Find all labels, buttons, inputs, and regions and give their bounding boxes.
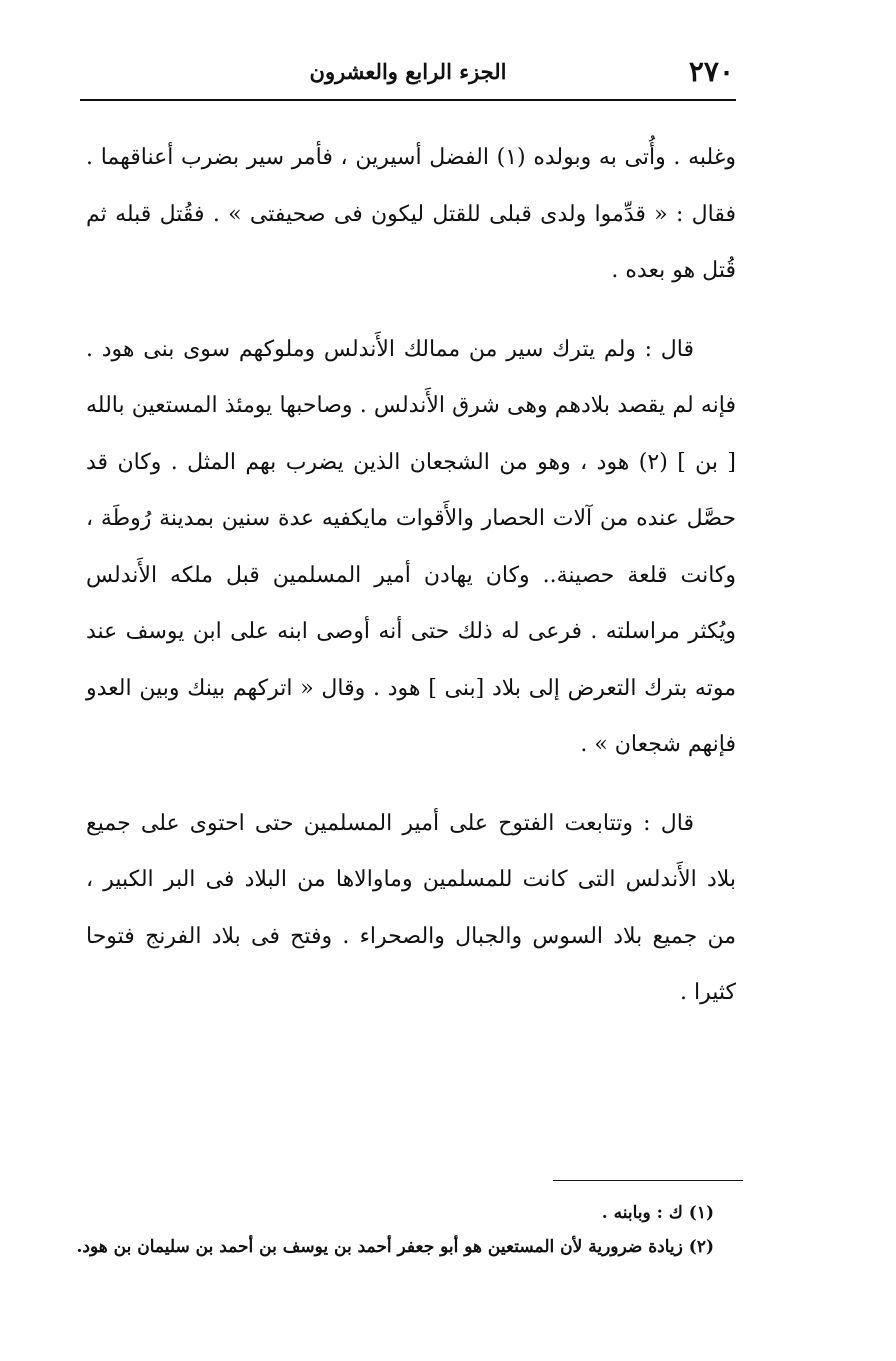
footnote-2: (٢) زيادة ضرورية لأن المستعين هو أبو جعفر أحمد بن يوسف بن أحمد بن سليمان بن هود.	[76, 1237, 714, 1257]
page-header	[80, 55, 736, 95]
paragraph-1: وغلبه . وأُتى به وبولده (١) الفضل أسيرين ، فأمر سير بضرب أعناقهما . فقال : « قدِّموا ولدى قبلى للقتل ليكون فى صحيفتى » . فقُتل قبله ثم قُتل هو بعده .	[86, 145, 736, 283]
paragraph-gap	[86, 774, 736, 796]
paragraph-gap	[86, 300, 736, 322]
footnote-1: (١) ك : وبابنه .	[601, 1203, 714, 1223]
page-number: ٢٧٠	[688, 55, 734, 88]
footnotes	[76, 1196, 714, 1264]
body-text	[86, 130, 736, 1022]
paragraph-3: قال : وتتابعت الفتوح على أمير المسلمين حتى احتوى على جميع بلاد الأَندلس التى كانت للمسلمين وماوالاها من البلاد فى البر الكبير ، من جميع بلاد السوس والجبال والصحراء . وفتح فى بلاد الفرنج فتوحا كثيرا .	[86, 810, 736, 1005]
running-head: الجزء الرابع والعشرون	[309, 59, 507, 84]
header-rule	[80, 99, 736, 101]
footnote-rule	[553, 1180, 743, 1181]
paragraph-2: قال : ولم يترك سير من ممالك الأَندلس وملوكهم سوى بنى هود . فإنه لم يقصد بلادهم وهى شرق الأَندلس . وصاحبها يومئذ المستعين بالله [ بن ] (٢) هود ، وهو من الشجعان الذين يضرب بهم المثل . وكان قد حصَّل عنده من آلات الحصار والأَقوات مايكفيه عدة سنين بمدينة رُوطَة ، وكانت قلعة حصينة.. وكان يهادن أمير المسلمين قبل ملكه الأَندلس ويُكثر مراسلته . فرعى له ذلك حتى أنه أوصى ابنه على ابن يوسف عند موته بترك التعرض إلى بلاد [بنى ] هود . وقال « اتركهم بينك وبين العدو فإنهم شجعان » .	[86, 336, 737, 757]
